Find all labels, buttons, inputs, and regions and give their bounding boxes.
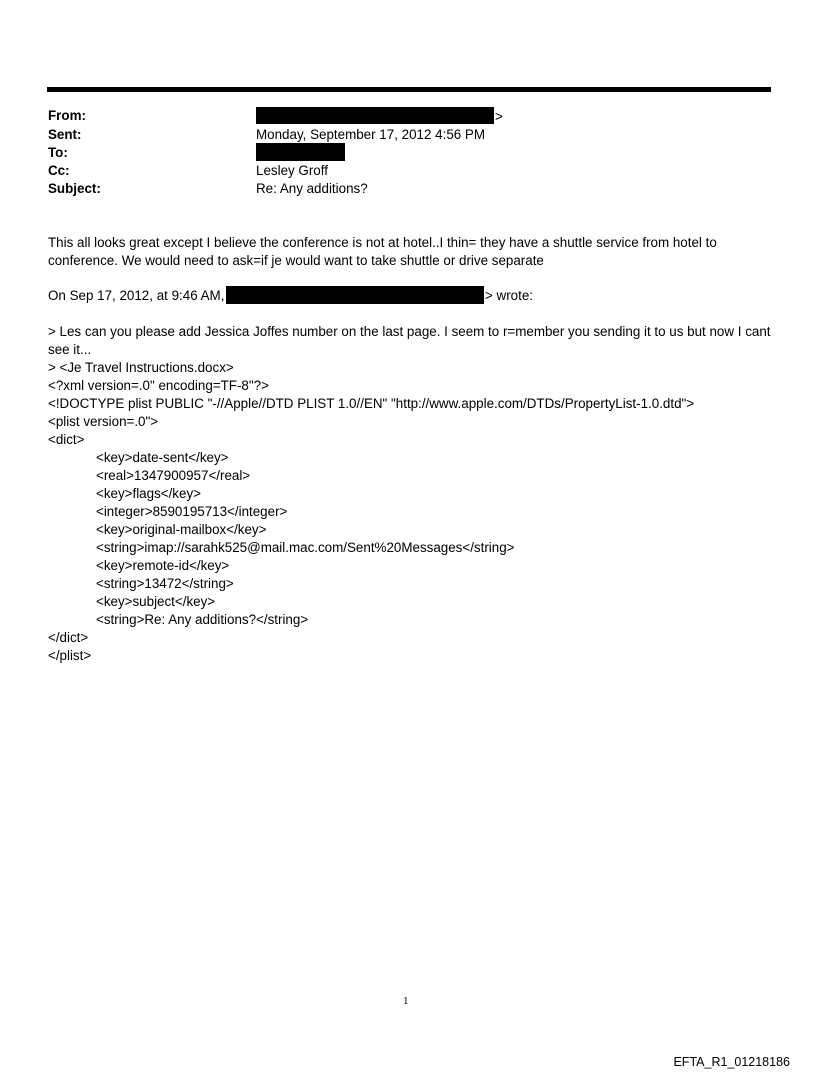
xml-indented-line: <key>subject</key> [96,594,216,609]
cc-label: Cc: [48,163,70,178]
xml-indented-line: <key>remote-id</key> [96,558,230,573]
xml-indented-line: <key>date-sent</key> [96,450,229,465]
attachment-line: > <Je Travel Instructions.docx> [48,360,234,375]
sent-value: Monday, September 17, 2012 4:56 PM [256,127,486,142]
cc-value: Lesley Groff [256,163,328,178]
to-label: To: [48,145,68,160]
redaction-to [256,143,345,161]
xml-closing-line: </plist> [48,648,92,663]
subject-label: Subject: [48,181,101,196]
redaction-quote-sender [226,286,484,304]
xml-indented-line: <string>imap://sarahk525@mail.mac.com/Sent%20Messages</string> [96,540,515,555]
xml-indented-line: <string>13472</string> [96,576,234,591]
xml-indented-line: <string>Re: Any additions?</string> [96,612,309,627]
from-suffix: > [495,109,503,124]
quoted-text: > Les can you please add Jessica Joffes number on the last page. I seem to r=member you sending it to us but now I cant see it... [48,324,771,357]
xml-line: <dict> [48,432,85,447]
xml-line: <!DOCTYPE plist PUBLIC "-//Apple//DTD PLIST 1.0//EN" "http://www.apple.com/DTDs/PropertyList-1.0.dtd"> [48,396,695,411]
quote-intro-prefix: On Sep 17, 2012, at 9:46 AM, [48,288,225,303]
xml-line: <?xml version=.0" encoding=TF-8"?> [48,378,269,393]
message-paragraph: This all looks great except I believe the conference is not at hotel..I thin= they have a shuttle service from hotel to conference. We would need to ask=if je would want to take shuttle or drive separate [48,235,717,268]
sent-label: Sent: [48,127,82,142]
xml-indented-line: <real>1347900957</real> [96,468,251,483]
xml-indented-line: <key>original-mailbox</key> [96,522,267,537]
document-id: EFTA_R1_01218186 [673,1055,790,1069]
header-rule [47,87,771,92]
xml-line: <plist version=.0"> [48,414,159,429]
quote-intro-suffix: > wrote: [485,288,534,303]
from-label: From: [48,108,86,123]
xml-indented-line: <integer>8590195713</integer> [96,504,288,519]
redaction-from [256,107,494,124]
xml-closing-line: </dict> [48,630,89,645]
page-number: 1 [403,995,409,1007]
xml-indented-line: <key>flags</key> [96,486,201,501]
subject-value: Re: Any additions? [256,181,368,196]
